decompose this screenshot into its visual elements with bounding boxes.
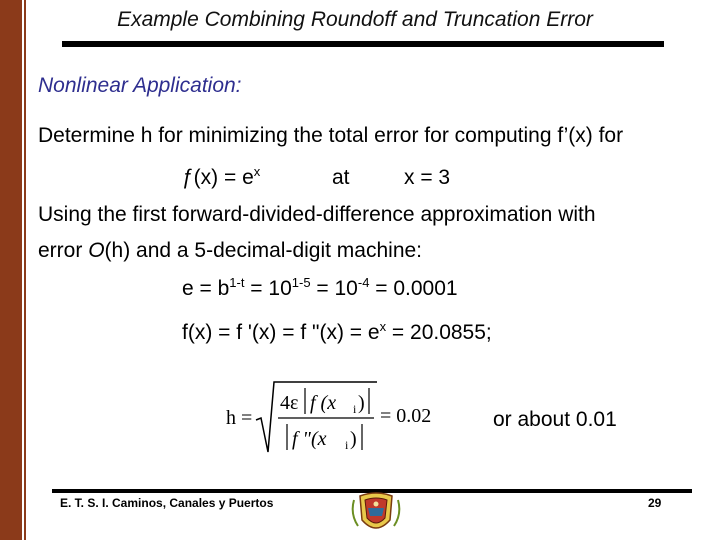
error-order-statement: error O(h) and a 5-decimal-digit machine:	[38, 239, 423, 262]
university-crest-icon	[350, 490, 402, 538]
x-value: x = 3	[404, 166, 451, 189]
slide-subtitle: Nonlinear Application:	[38, 74, 242, 97]
numerator-coefficient: 4ε	[280, 392, 299, 414]
at-label: at	[332, 166, 350, 189]
page-number: 29	[648, 496, 662, 510]
problem-statement: Determine h for minimizing the total error for computing f’(x) for	[38, 124, 624, 147]
optimal-h-formula	[222, 378, 462, 458]
left-accent-line	[24, 0, 26, 540]
denominator-close-paren: )	[350, 428, 357, 450]
numerator-close-paren: )	[358, 392, 365, 414]
formula-lhs: h =	[226, 407, 253, 429]
function-definition: ƒ(x) = $e^x$	[182, 164, 261, 189]
numerator-subscript: i	[353, 402, 357, 416]
slide-title: Example Combining Roundoff and Truncation Error	[117, 8, 593, 31]
title-divider	[62, 41, 664, 47]
numerator-function: f (x	[310, 392, 337, 414]
left-accent-bar	[0, 0, 22, 540]
derivative-values: f(x) = f '(x) = f "$(x) = e^x = 20.0855$;	[182, 319, 492, 344]
method-statement: Using the first forward-divided-difference approximation with	[38, 203, 596, 226]
machine-epsilon: $e = b^{1-t} = 10^{1-5} = 10^{-4} = 0.0001$	[182, 275, 458, 300]
formula-rhs: = 0.02	[380, 405, 432, 427]
denominator-function: f "(x	[292, 428, 327, 450]
approx-result: or about 0.01	[493, 408, 617, 431]
footer-institution: E. T. S. I. Caminos, Canales y Puertos	[60, 496, 274, 510]
denominator-subscript: i	[345, 438, 349, 452]
